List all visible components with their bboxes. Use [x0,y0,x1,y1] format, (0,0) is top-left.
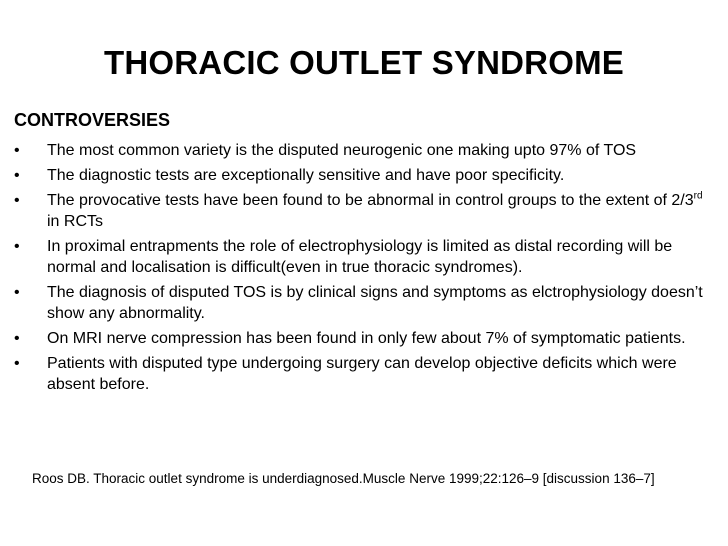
bullet-text-tail: in RCTs [47,213,104,230]
bullet-icon: • [14,238,20,255]
slide-title: THORACIC OUTLET SYNDROME [104,44,624,81]
bullet-icon: • [14,355,20,372]
bullet-item [14,353,714,395]
bullet-text: The most common variety is the disputed neurogenic one making upto 97% of TOS [47,142,637,159]
bullet-icon: • [14,167,20,184]
section-heading: CONTROVERSIES [14,110,171,130]
bullet-item [14,328,714,349]
superscript: rd [693,190,703,202]
bullet-icon: • [14,330,20,347]
bullet-icon: • [14,192,20,209]
bullet-item [14,165,714,186]
bullet-text: The diagnostic tests are exceptionally sensitive and have poor specificity. [47,167,565,184]
bullet-icon: • [14,142,20,159]
bullet-item [14,190,714,232]
bullet-item [14,140,714,161]
bullet-text: In proximal entrapments the role of electrophysiology is limited as distal recording will be normal and localisation is difficult(even in true thoracic syndromes). [47,238,673,276]
bullet-item [14,236,714,278]
bullet-text: On MRI nerve compression has been found in only few about 7% of symptomatic patients. [47,330,686,347]
bullet-list [14,140,714,399]
bullet-item [14,282,714,324]
bullet-text: Patients with disputed type undergoing surgery can develop objective deficits which were absent before. [47,355,677,393]
bullet-text: The provocative tests have been found to be abnormal in control groups to the extent of 2/3 [47,192,694,209]
bullet-icon: • [14,284,20,301]
bullet-text: The diagnosis of disputed TOS is by clinical signs and symptoms as elctrophysiology doesn’t show any abnormality. [47,284,703,322]
reference-citation: Roos DB. Thoracic outlet syndrome is underdiagnosed.Muscle Nerve 1999;22:126–9 [discussion 136–7] [32,471,655,486]
